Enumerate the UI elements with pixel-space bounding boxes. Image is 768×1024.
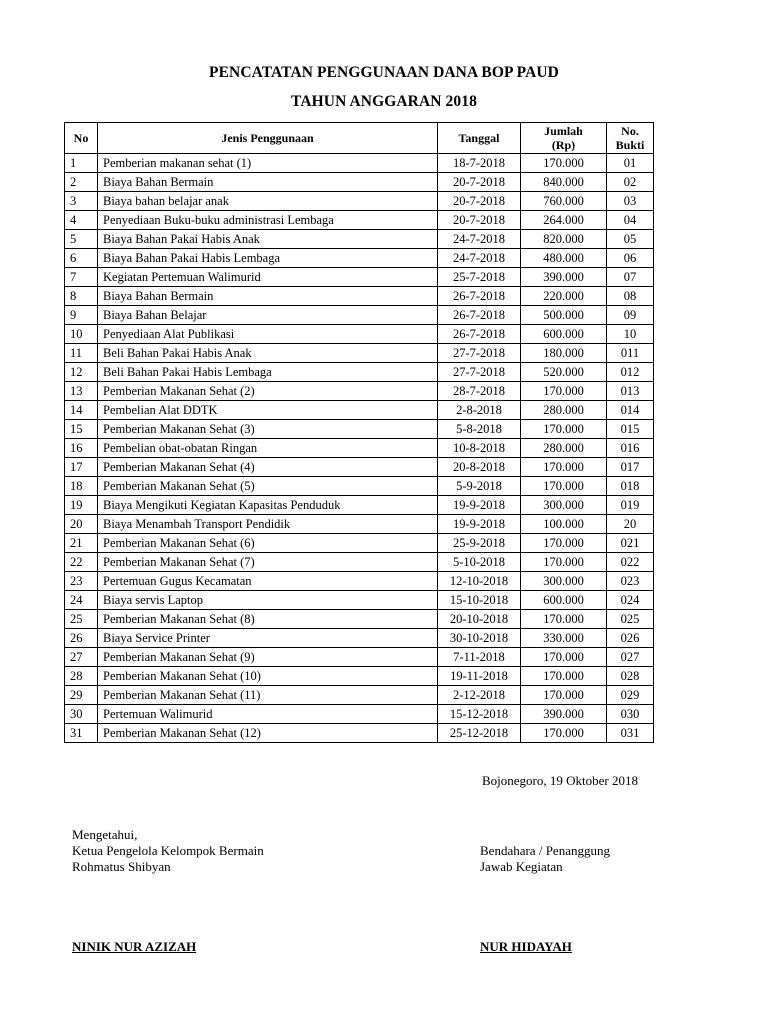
cell-jumlah: 170.000 [521, 477, 607, 496]
cell-bukti: 01 [607, 154, 654, 173]
cell-jumlah: 600.000 [521, 591, 607, 610]
header-bukti-line2: Bukti [615, 138, 645, 152]
cell-no: 12 [65, 363, 98, 382]
cell-jenis: Biaya Bahan Pakai Habis Anak [98, 230, 438, 249]
table-row [65, 477, 654, 496]
cell-jenis: Pemberian Makanan Sehat (10) [98, 667, 438, 686]
cell-jenis: Beli Bahan Pakai Habis Anak [98, 344, 438, 363]
header-jumlah-line1: Jumlah [544, 124, 583, 138]
cell-tanggal: 19-11-2018 [438, 667, 521, 686]
cell-jumlah: 840.000 [521, 173, 607, 192]
table-row [65, 610, 654, 629]
cell-no: 2 [65, 173, 98, 192]
cell-jenis: Pertemuan Walimurid [98, 705, 438, 724]
cell-jumlah: 480.000 [521, 249, 607, 268]
table-row [65, 154, 654, 173]
table-row [65, 553, 654, 572]
cell-no: 21 [65, 534, 98, 553]
cell-tanggal: 20-7-2018 [438, 211, 521, 230]
cell-bukti: 018 [607, 477, 654, 496]
cell-jenis: Beli Bahan Pakai Habis Lembaga [98, 363, 438, 382]
place-date: Bojonegoro, 19 Oktober 2018 [482, 773, 638, 788]
table-row [65, 705, 654, 724]
cell-jenis: Pemberian Makanan Sehat (12) [98, 724, 438, 743]
table-row [65, 572, 654, 591]
cell-jumlah: 170.000 [521, 724, 607, 743]
table-row [65, 344, 654, 363]
cell-no: 30 [65, 705, 98, 724]
right-sign-line2: Jawab Kegiatan [480, 859, 563, 874]
table-row [65, 724, 654, 743]
cell-tanggal: 20-8-2018 [438, 458, 521, 477]
cell-tanggal: 25-9-2018 [438, 534, 521, 553]
cell-jumlah: 390.000 [521, 268, 607, 287]
table-row [65, 230, 654, 249]
cell-bukti: 08 [607, 287, 654, 306]
table-row [65, 287, 654, 306]
cell-tanggal: 10-8-2018 [438, 439, 521, 458]
cell-bukti: 022 [607, 553, 654, 572]
cell-tanggal: 26-7-2018 [438, 287, 521, 306]
cell-no: 14 [65, 401, 98, 420]
table-row [65, 249, 654, 268]
cell-jumlah: 820.000 [521, 230, 607, 249]
table-row [65, 420, 654, 439]
table-row [65, 268, 654, 287]
cell-jumlah: 100.000 [521, 515, 607, 534]
table-header-row [65, 123, 654, 154]
table-body [65, 154, 654, 743]
cell-no: 1 [65, 154, 98, 173]
cell-bukti: 025 [607, 610, 654, 629]
cell-bukti: 013 [607, 382, 654, 401]
cell-jumlah: 300.000 [521, 572, 607, 591]
cell-bukti: 021 [607, 534, 654, 553]
cell-jenis: Pemberian Makanan Sehat (7) [98, 553, 438, 572]
cell-jenis: Penyediaan Alat Publikasi [98, 325, 438, 344]
header-bukti [607, 123, 654, 154]
left-sign-line1: Mengetahui, [72, 827, 138, 842]
cell-no: 22 [65, 553, 98, 572]
table-row [65, 306, 654, 325]
document-title: PENCATATAN PENGGUNAAN DANA BOP PAUD [209, 64, 559, 81]
cell-jumlah: 760.000 [521, 192, 607, 211]
cell-jenis: Pembelian obat-obatan Ringan [98, 439, 438, 458]
cell-tanggal: 5-9-2018 [438, 477, 521, 496]
cell-jumlah: 520.000 [521, 363, 607, 382]
cell-no: 6 [65, 249, 98, 268]
cell-jenis: Biaya Bahan Belajar [98, 306, 438, 325]
cell-no: 3 [65, 192, 98, 211]
cell-no: 11 [65, 344, 98, 363]
cell-tanggal: 24-7-2018 [438, 230, 521, 249]
cell-bukti: 016 [607, 439, 654, 458]
table-row [65, 439, 654, 458]
table-row [65, 591, 654, 610]
cell-bukti: 10 [607, 325, 654, 344]
cell-tanggal: 19-9-2018 [438, 496, 521, 515]
cell-tanggal: 27-7-2018 [438, 344, 521, 363]
cell-bukti: 030 [607, 705, 654, 724]
cell-no: 29 [65, 686, 98, 705]
table-row [65, 192, 654, 211]
left-sign-line2: Ketua Pengelola Kelompok Bermain [72, 843, 264, 858]
cell-jumlah: 500.000 [521, 306, 607, 325]
cell-jenis: Penyediaan Buku-buku administrasi Lembaga [98, 211, 438, 230]
cell-no: 27 [65, 648, 98, 667]
cell-jumlah: 390.000 [521, 705, 607, 724]
cell-jenis: Pemberian Makanan Sehat (5) [98, 477, 438, 496]
cell-jenis: Biaya Bahan Bermain [98, 173, 438, 192]
cell-jenis: Biaya Bahan Pakai Habis Lembaga [98, 249, 438, 268]
table-row [65, 401, 654, 420]
cell-bukti: 09 [607, 306, 654, 325]
cell-bukti: 03 [607, 192, 654, 211]
cell-bukti: 019 [607, 496, 654, 515]
cell-no: 31 [65, 724, 98, 743]
cell-bukti: 024 [607, 591, 654, 610]
cell-no: 9 [65, 306, 98, 325]
table-row [65, 648, 654, 667]
table-row [65, 667, 654, 686]
cell-jenis: Pemberian Makanan Sehat (2) [98, 382, 438, 401]
left-signer-name: NINIK NUR AZIZAH [72, 939, 197, 954]
cell-tanggal: 28-7-2018 [438, 382, 521, 401]
cell-bukti: 028 [607, 667, 654, 686]
cell-bukti: 023 [607, 572, 654, 591]
cell-tanggal: 26-7-2018 [438, 306, 521, 325]
cell-jumlah: 170.000 [521, 610, 607, 629]
cell-tanggal: 7-11-2018 [438, 648, 521, 667]
table-row [65, 534, 654, 553]
cell-tanggal: 19-9-2018 [438, 515, 521, 534]
cell-jumlah: 170.000 [521, 648, 607, 667]
header-jenis: Jenis Penggunaan [98, 123, 438, 154]
cell-tanggal: 5-10-2018 [438, 553, 521, 572]
cell-jenis: Pemberian Makanan Sehat (3) [98, 420, 438, 439]
cell-no: 16 [65, 439, 98, 458]
table-row [65, 363, 654, 382]
cell-jumlah: 280.000 [521, 439, 607, 458]
header-jumlah-line2: (Rp) [551, 138, 576, 152]
cell-tanggal: 15-12-2018 [438, 705, 521, 724]
cell-bukti: 029 [607, 686, 654, 705]
cell-jenis: Pertemuan Gugus Kecamatan [98, 572, 438, 591]
cell-jenis: Biaya Mengikuti Kegiatan Kapasitas Penduduk [98, 496, 438, 515]
cell-tanggal: 24-7-2018 [438, 249, 521, 268]
cell-jenis: Biaya Bahan Bermain [98, 287, 438, 306]
cell-jumlah: 180.000 [521, 344, 607, 363]
cell-jumlah: 170.000 [521, 154, 607, 173]
cell-no: 7 [65, 268, 98, 287]
cell-jenis: Pembelian Alat DDTK [98, 401, 438, 420]
cell-bukti: 015 [607, 420, 654, 439]
cell-bukti: 027 [607, 648, 654, 667]
cell-jumlah: 264.000 [521, 211, 607, 230]
cell-jenis: Biaya servis Laptop [98, 591, 438, 610]
cell-tanggal: 15-10-2018 [438, 591, 521, 610]
cell-jenis: Biaya bahan belajar anak [98, 192, 438, 211]
cell-no: 28 [65, 667, 98, 686]
cell-tanggal: 12-10-2018 [438, 572, 521, 591]
header-jumlah [521, 123, 607, 154]
cell-bukti: 05 [607, 230, 654, 249]
cell-jenis: Biaya Menambah Transport Pendidik [98, 515, 438, 534]
left-sign-line3: Rohmatus Shibyan [72, 859, 171, 874]
table-row [65, 496, 654, 515]
cell-jenis: Pemberian Makanan Sehat (6) [98, 534, 438, 553]
header-no: No [65, 123, 98, 154]
cell-jenis: Pemberian Makanan Sehat (9) [98, 648, 438, 667]
cell-jenis: Pemberian Makanan Sehat (11) [98, 686, 438, 705]
cell-jenis: Pemberian Makanan Sehat (8) [98, 610, 438, 629]
cell-no: 8 [65, 287, 98, 306]
cell-tanggal: 30-10-2018 [438, 629, 521, 648]
cell-no: 20 [65, 515, 98, 534]
cell-no: 15 [65, 420, 98, 439]
cell-tanggal: 25-12-2018 [438, 724, 521, 743]
cell-tanggal: 2-8-2018 [438, 401, 521, 420]
cell-no: 18 [65, 477, 98, 496]
cell-jumlah: 330.000 [521, 629, 607, 648]
cell-tanggal: 20-7-2018 [438, 173, 521, 192]
table-row [65, 686, 654, 705]
cell-bukti: 02 [607, 173, 654, 192]
cell-no: 5 [65, 230, 98, 249]
cell-no: 13 [65, 382, 98, 401]
cell-no: 19 [65, 496, 98, 515]
cell-tanggal: 27-7-2018 [438, 363, 521, 382]
header-tanggal: Tanggal [438, 123, 521, 154]
table-row [65, 515, 654, 534]
right-sign-line1: Bendahara / Penanggung [480, 843, 610, 858]
cell-jumlah: 600.000 [521, 325, 607, 344]
right-signer-name: NUR HIDAYAH [480, 939, 572, 954]
header-bukti-line1: No. [621, 124, 639, 138]
document-subtitle: TAHUN ANGGARAN 2018 [291, 93, 477, 110]
cell-bukti: 06 [607, 249, 654, 268]
cell-tanggal: 26-7-2018 [438, 325, 521, 344]
cell-bukti: 20 [607, 515, 654, 534]
cell-bukti: 012 [607, 363, 654, 382]
cell-bukti: 07 [607, 268, 654, 287]
cell-tanggal: 5-8-2018 [438, 420, 521, 439]
cell-no: 23 [65, 572, 98, 591]
cell-no: 4 [65, 211, 98, 230]
usage-table [64, 122, 654, 743]
cell-tanggal: 20-7-2018 [438, 192, 521, 211]
cell-jumlah: 170.000 [521, 686, 607, 705]
cell-bukti: 031 [607, 724, 654, 743]
cell-jumlah: 170.000 [521, 553, 607, 572]
table-row [65, 325, 654, 344]
cell-bukti: 026 [607, 629, 654, 648]
cell-jenis: Kegiatan Pertemuan Walimurid [98, 268, 438, 287]
cell-tanggal: 18-7-2018 [438, 154, 521, 173]
cell-bukti: 014 [607, 401, 654, 420]
cell-jumlah: 170.000 [521, 534, 607, 553]
cell-jenis: Pemberian Makanan Sehat (4) [98, 458, 438, 477]
cell-jumlah: 280.000 [521, 401, 607, 420]
cell-jumlah: 170.000 [521, 458, 607, 477]
table-row [65, 382, 654, 401]
cell-no: 10 [65, 325, 98, 344]
cell-jumlah: 300.000 [521, 496, 607, 515]
cell-bukti: 011 [607, 344, 654, 363]
cell-bukti: 04 [607, 211, 654, 230]
cell-jenis: Biaya Service Printer [98, 629, 438, 648]
cell-tanggal: 2-12-2018 [438, 686, 521, 705]
cell-jumlah: 170.000 [521, 382, 607, 401]
cell-jumlah: 220.000 [521, 287, 607, 306]
table-row [65, 458, 654, 477]
cell-jumlah: 170.000 [521, 420, 607, 439]
table-row [65, 173, 654, 192]
table-row [65, 629, 654, 648]
cell-no: 25 [65, 610, 98, 629]
cell-tanggal: 25-7-2018 [438, 268, 521, 287]
cell-no: 17 [65, 458, 98, 477]
cell-no: 24 [65, 591, 98, 610]
cell-tanggal: 20-10-2018 [438, 610, 521, 629]
table-row [65, 211, 654, 230]
cell-bukti: 017 [607, 458, 654, 477]
cell-jumlah: 170.000 [521, 667, 607, 686]
cell-jenis: Pemberian makanan sehat (1) [98, 154, 438, 173]
cell-no: 26 [65, 629, 98, 648]
